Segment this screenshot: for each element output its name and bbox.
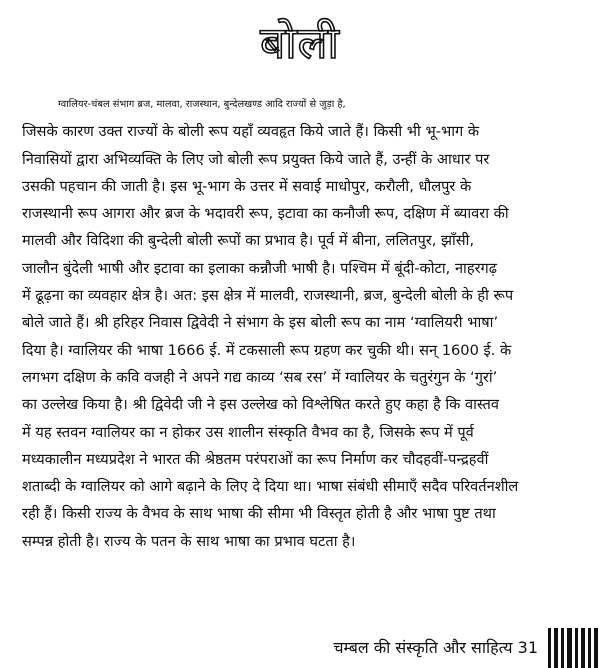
decorative-bar — [567, 628, 571, 668]
paragraph-line: में यह स्तवन ग्वालियर का न होकर उस शालीन संस्कृति वैभव का है, जिसके रूप में पूर्व — [22, 423, 474, 441]
paragraph-line: सम्पन्न होती है। राज्य के पतन के साथ भाषा का प्रभाव घटता है। — [22, 532, 356, 550]
paragraph-line: मध्यकालीन मध्यप्रदेश ने भारत की श्रेष्ठतम परंपराओं का रूप निर्माण कर चौदहवीं-पन्द्रहवीं — [22, 450, 489, 468]
paragraph-line: लगभग दक्षिण के कवि वजही ने अपने गद्य काव्य ‘सब रस’ में ग्वालियर के चतुरंगुन के ‘गुरां’ — [22, 368, 498, 386]
decorative-bar — [588, 628, 591, 668]
decorative-bar — [561, 628, 564, 668]
decorative-bar — [554, 628, 558, 668]
decorative-bar — [548, 628, 551, 668]
running-footer — [333, 636, 538, 658]
decorative-bar — [575, 628, 578, 668]
paragraph-line: ग्वालियर-चंबल संभाग ब्रज, मालवा, राजस्थान, बुन्देलखण्ड आदि राज्यों से जुड़ा है, — [58, 99, 346, 110]
paragraph-line: निवासियों द्वारा अभिव्यक्ति के लिए जो बोली रूप प्रयुक्त किये जाते हैं, उन्हीं के आधार पर — [22, 150, 490, 168]
paragraph-line: जिसके कारण उक्त राज्यों के बोली रूप यहाँ व्यवहृत किये जाते हैं। किसी भी भू-भाग के — [22, 123, 480, 141]
page-number: 31 — [517, 638, 538, 657]
paragraph-line: बोले जाते हैं। श्री हरिहर निवास द्विवेदी ने संभाग के इस बोली रूप का नाम ‘ग्वालियरी भाषा’ — [22, 314, 499, 332]
paragraph-line: मालवी और विदिशा की बुन्देली बोली रूपों का प्रभाव है। पूर्व में बीना, ललितपुर, झाँसी, — [22, 232, 475, 250]
paragraph-line: रही हैं। किसी राज्य के वैभव के साथ भाषा की सीमा भी विस्तृत होती है और भाषा पुष्ट तथा — [22, 505, 496, 523]
paragraph-line: राजस्थानी रूप आगरा और ब्रज के भदावरी रूप, इटावा का कनौजी रूप, दक्षिण में ब्यावरा की — [22, 205, 509, 223]
page-footer — [0, 628, 600, 668]
paragraph-line: का उल्लेख किया है। श्री द्विवेदी जी ने इस उल्लेख को विश्लेषित करते हुए कहा है कि वास्तव — [22, 396, 499, 414]
decorative-bars — [548, 628, 598, 668]
paragraph-line: में ढूढ़ना का व्यवहार क्षेत्र है। अत: इस क्षेत्र में मालवी, राजस्थानी, ब्रज, बुन्देली बोली के ही रूप — [22, 287, 514, 305]
paragraph-line: दिया है। ग्वालियर की भाषा 1666 ई. में टकसाली रूप ग्रहण कर चुकी थी। सन् 1600 ई. के — [22, 341, 512, 359]
decorative-bar — [594, 628, 598, 668]
book-title: चम्बल की संस्कृति और साहित्य — [333, 638, 513, 657]
decorative-bar — [581, 628, 585, 668]
page-title: बोली — [260, 18, 340, 69]
paragraph-line: जालौन बुंदेली भाषी और इटावा का इलाका कन्नौजी भाषी है। पश्चिम में बूंदी-कोटा, नाहरगढ़ — [22, 259, 497, 277]
paragraph-line: शताब्दी के ग्वालियर को आगे बढ़ाने के लिए दे दिया था। भाषा संबंधी सीमाएँ सदैव परिवर्तनशील — [22, 478, 519, 496]
body-paragraph — [22, 91, 582, 555]
paragraph-line: उसकी पहचान की जाती है। इस भू-भाग के उत्तर में सवाई माधोपुर, करौली, धौलपुर के — [22, 177, 472, 195]
